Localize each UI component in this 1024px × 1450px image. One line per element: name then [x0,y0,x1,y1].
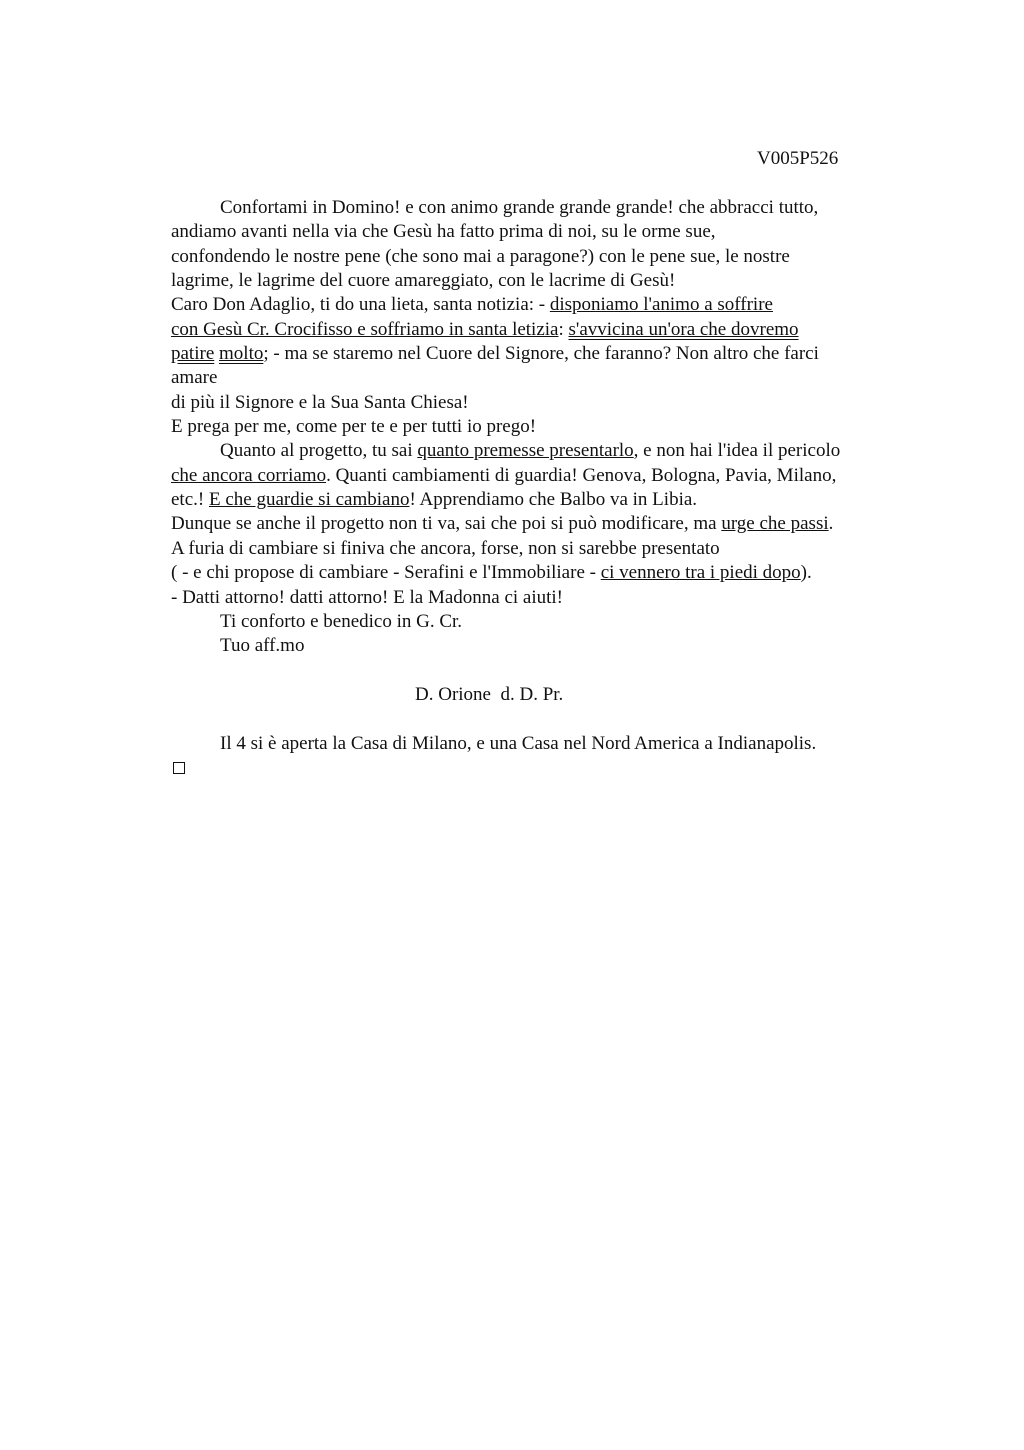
letter-line: Confortami in Domino! e con animo grande grande grande! che abbracci tutto, [220,197,819,218]
text-run: etc.! [171,489,209,511]
letter-line: E prega per me, come per te e per tutti io prego! [171,416,537,438]
postscript: Il 4 si è aperta la Casa di Milano, e una Casa nel Nord America a Indianapolis. [220,732,817,754]
underlined-text: con Gesù Cr. Crocifisso e soffriamo in santa letizia [171,318,559,340]
letter-line: andiamo avanti nella via che Gesù ha fatto prima di noi, su le orme sue, [171,221,716,243]
letter-line: amare [171,367,218,389]
text-run: . Quanti cambiamenti di guardia! Genova, Bologna, Pavia, Milano, [326,464,837,486]
text-run: . [828,513,834,535]
letter-line: A furia di cambiare si finiva che ancora, forse, non si sarebbe presentato [171,537,720,559]
page-id: V005P526 [757,148,839,169]
underlined-text: disponiamo l'animo a soffrire [549,294,773,316]
text-run: , e non hai l'idea il pericolo [633,440,841,462]
text-run: Dunque se anche il progetto non ti va, sai che poi si può modificare, ma [171,513,722,535]
underlined-text: quanto premesse presentarlo [417,440,634,462]
letter-line [171,561,901,585]
underlined-text: che ancora corriamo [171,464,327,486]
letter-line: Ti conforto e benedico in G. Cr. [220,610,463,632]
letter-line: di più il Signore e la Sua Santa Chiesa! [171,391,469,413]
double-underlined-text: molto [219,343,264,365]
text-run: Caro Don Adaglio, ti do una lieta, santa notizia: - [171,294,550,316]
blank-line [171,707,901,731]
letter-line: - Datti attorno! datti attorno! E la Madonna ci aiuti! [171,586,564,608]
letter-line [171,293,901,317]
text-run: ( - e chi propose di cambiare - Serafini e l'Immobiliare - [171,562,601,584]
letter-line [171,512,901,536]
letter-line: lagrime, le lagrime del cuore amareggiato, con le lacrime di Gesù! [171,270,676,292]
text-run: ! Apprendiamo che Balbo va in Libia. [409,489,698,511]
letter-line [171,342,901,366]
letter-line [171,439,901,463]
letter-body [171,196,901,756]
letter-line: Tuo aff.mo [220,635,305,657]
underlined-text: urge che passi [721,513,829,535]
underlined-text: ci vennero tra i piedi dopo [600,562,801,584]
letter-line: confondendo le nostre pene (che sono mai a paragone?) con le pene sue, le nostre [171,245,790,267]
double-underlined-text: s'avvicina un'ora che dovremo [568,318,799,340]
signature: D. Orione d. D. Pr. [415,683,564,705]
letter-line [171,488,901,512]
text-run: Quanto al progetto, tu sai [220,440,418,462]
letter-line [171,318,901,342]
letter-line [171,464,901,488]
blank-line [171,659,901,683]
text-run: : [558,318,569,340]
text-run: ; - ma se staremo nel Cuore del Signore, che faranno? Non altro che farci [263,343,819,365]
underlined-text: E che guardie si cambiano [208,489,410,511]
text-run: ). [800,562,812,584]
checkbox-icon [173,762,185,774]
double-underlined-text: patire [171,343,215,365]
